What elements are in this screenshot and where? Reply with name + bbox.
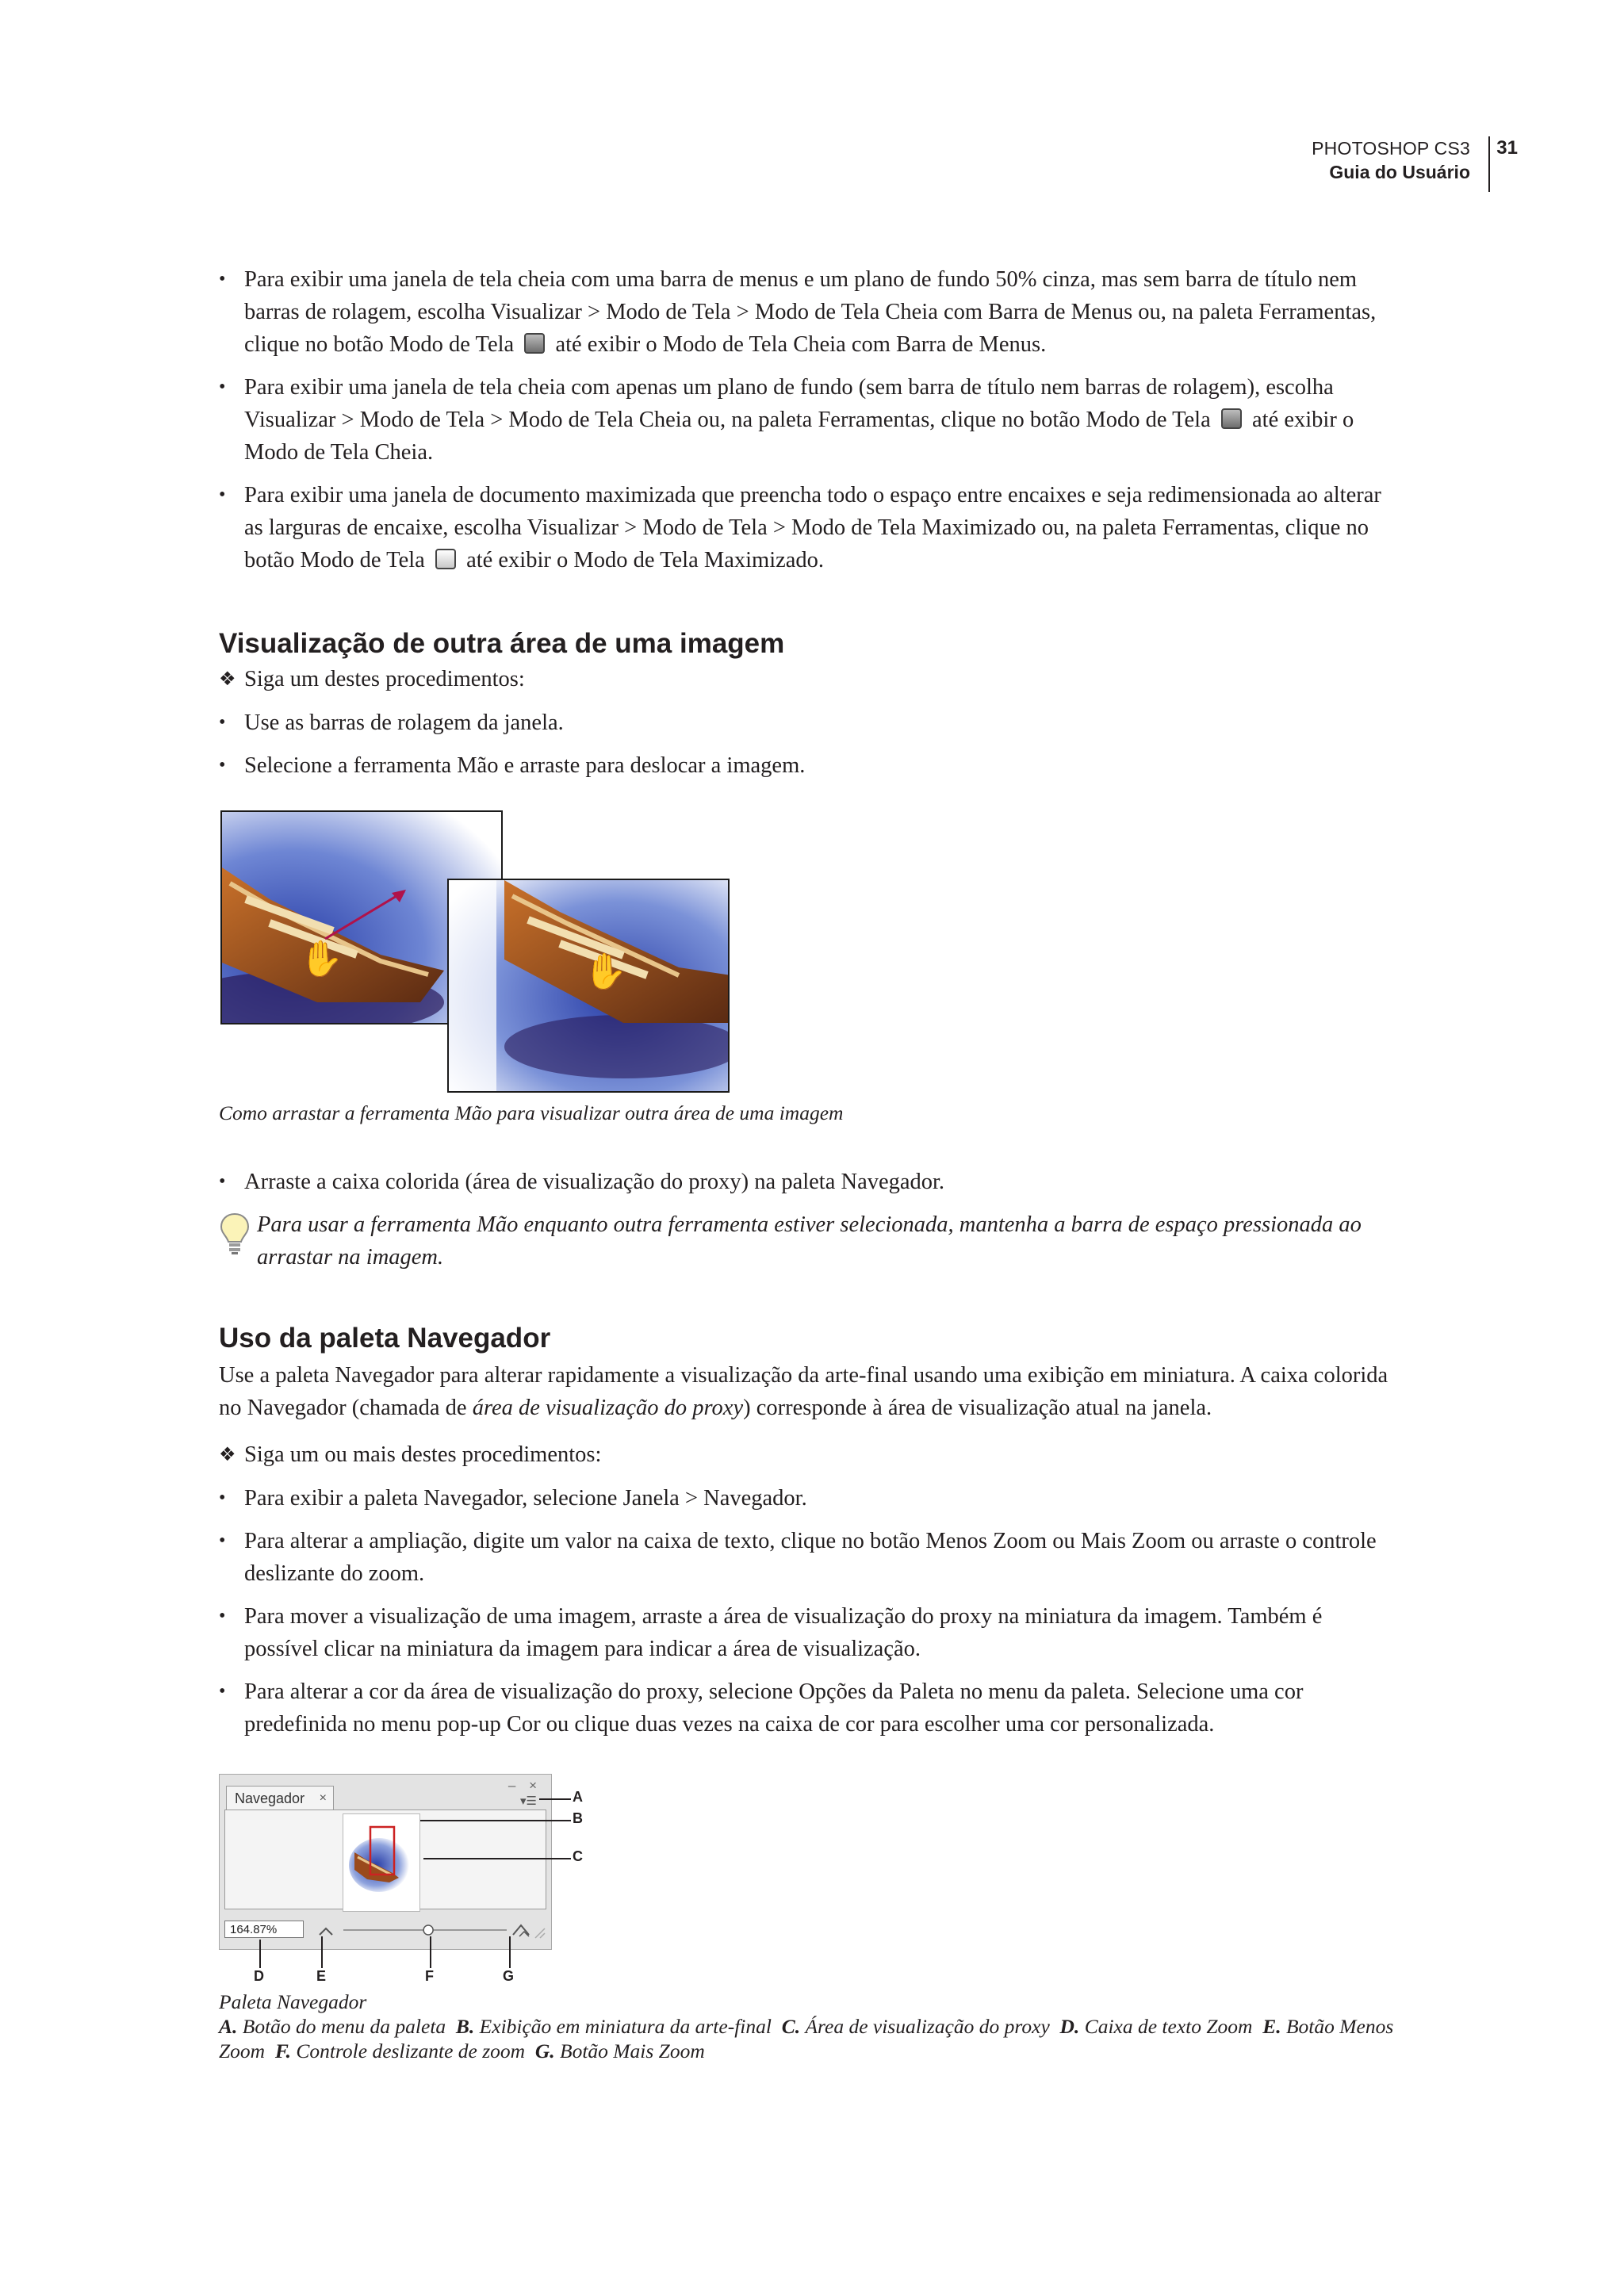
close-icon[interactable]: × — [319, 1791, 327, 1805]
section-navigator-palette — [219, 1321, 1400, 1751]
drag-proxy-bullet — [219, 1166, 1400, 1208]
lightbulb-icon — [219, 1212, 251, 1256]
list-item: • Arraste a caixa colorida (área de visualização do proxy) na paleta Navegador. — [219, 1166, 1400, 1198]
section-view-other-area — [219, 626, 1400, 792]
callout-line-d — [259, 1940, 261, 1968]
screen-mode-maximized-icon — [435, 549, 456, 569]
callout-e: E — [316, 1968, 327, 1984]
page-header — [1312, 136, 1518, 184]
callout-line-a — [539, 1798, 571, 1800]
callout-line-e — [321, 1936, 323, 1968]
list-item: • Para exibir a paleta Navegador, selecione Janela > Navegador. — [219, 1482, 1400, 1515]
list-item: • Use as barras de rolagem da janela. — [219, 707, 1400, 739]
list-item: • Para alterar a ampliação, digite um valor na caixa de texto, clique no botão Menos Zoom ou Mais Zoom ou arraste o controle deslizante do zoom. — [219, 1525, 1400, 1590]
legend-items: A. Botão do menu da paleta B. Exibição em miniatura da arte-final C. Área de visualização do proxy D. Caixa de texto Zoom E. Botão Menos Zoom F. Controle deslizante de zoom G. Botão Mais Zoom — [219, 2015, 1394, 2062]
figure-caption: Como arrastar a ferramenta Mão para visualizar outra área de uma imagem — [219, 1101, 844, 1124]
callout-a: A — [573, 1789, 583, 1805]
legend-title: Paleta Navegador — [219, 1990, 367, 2013]
callout-b: B — [573, 1810, 583, 1826]
list-item: • Para exibir uma janela de documento maximizada que preencha todo o espaço entre encaixes e seja redimensionada ao alterar as larguras de encaixe, escolha Visualizar > Modo de Tela > Modo de Tela Maximizado ou, na paleta Ferramentas, clique no botão Modo de Tela até exibir o Modo de Tela Maximizado. — [219, 479, 1400, 576]
product-name: PHOTOSHOP CS3 — [1312, 138, 1470, 159]
palette-window-controls[interactable]: – × — [508, 1778, 542, 1793]
boat-image-after — [447, 879, 730, 1093]
screen-mode-full-menu-icon — [524, 333, 545, 354]
intro-bullet-list — [219, 263, 1400, 587]
artwork-thumbnail[interactable] — [343, 1813, 420, 1912]
page-number: 31 — [1488, 136, 1518, 192]
list-item: • Para exibir uma janela de tela cheia com apenas um plano de fundo (sem barra de título nem barras de rolagem), escolha Visualizar > Modo de Tela > Modo de Tela Cheia ou, na paleta Ferramentas, clique no botão Modo de Tela até exibir o Modo de Tela Cheia. — [219, 371, 1400, 469]
section-heading: Visualização de outra área de uma imagem — [219, 628, 785, 659]
procedure-step: ❖ Siga um ou mais destes procedimentos: — [219, 1438, 1400, 1471]
callout-f: F — [425, 1968, 434, 1984]
list-item: • Para exibir uma janela de tela cheia com uma barra de menus e um plano de fundo 50% cinza, mas sem barra de título nem barras de rolagem, escolha Visualizar > Modo de Tela > Modo de Tela Cheia com Barra de Menus ou, na paleta Ferramentas, clique no botão Modo de Tela até exibir o Modo de Tela Cheia com Barra de Menus. — [219, 263, 1400, 361]
tip-text: Para usar a ferramenta Mão enquanto outra ferramenta estiver selecionada, mantenha a barra de espaço pressionada ao arrastar na imagem. — [257, 1212, 1362, 1270]
callout-d: D — [254, 1968, 264, 1984]
diamond-bullet-icon: ❖ — [219, 1443, 236, 1465]
zoom-text-field[interactable]: 164.87% — [224, 1921, 304, 1938]
guide-title: Guia do Usuário — [1329, 162, 1470, 182]
callout-line-g — [509, 1936, 511, 1968]
zoom-out-icon[interactable] — [320, 1928, 332, 1935]
zoom-slider-thumb[interactable] — [423, 1925, 433, 1935]
callout-g: G — [503, 1968, 515, 1984]
section-paragraph: Use a paleta Navegador para alterar rapidamente a visualização da arte-final usando uma exibição em miniatura. A caixa colorida no Navegador (chamada de área de visualização do proxy) corresponde à área de visualização atual na janela. — [219, 1363, 1388, 1420]
procedure-step: ❖ Siga um destes procedimentos: — [219, 663, 1400, 695]
zoom-in-icon[interactable] — [513, 1925, 529, 1936]
callout-line-b — [420, 1820, 571, 1821]
figure-legend — [219, 1990, 1408, 2063]
palette-menu-button[interactable]: ▾☰ — [520, 1794, 537, 1808]
navigator-palette — [219, 1774, 552, 1950]
resize-grip-icon[interactable] — [535, 1928, 545, 1938]
callout-line-c — [423, 1858, 571, 1859]
section-heading: Uso da paleta Navegador — [219, 1323, 551, 1354]
svg-text:✋: ✋ — [300, 939, 343, 979]
callout-line-f — [430, 1936, 431, 1968]
callout-c: C — [573, 1848, 583, 1864]
tip-box — [219, 1208, 1400, 1273]
diamond-bullet-icon: ❖ — [219, 668, 236, 690]
list-item: • Para mover a visualização de uma imagem, arraste a área de visualização do proxy na miniatura da imagem. Também é possível clicar na miniatura da imagem para indicar a área de visualização. — [219, 1600, 1400, 1665]
list-item: • Para alterar a cor da área de visualização do proxy, selecione Opções da Paleta no menu da paleta. Selecione uma cor predefinida no menu pop-up Cor ou clique duas vezes na caixa de cor para escolher uma cor personalizada. — [219, 1676, 1400, 1741]
tab-navigator[interactable]: Navegador × — [226, 1786, 334, 1810]
svg-text:✋: ✋ — [584, 952, 627, 992]
hand-tool-figure — [220, 810, 730, 1093]
screen-mode-full-icon — [1221, 408, 1242, 429]
list-item: • Selecione a ferramenta Mão e arraste para deslocar a imagem. — [219, 749, 1400, 782]
